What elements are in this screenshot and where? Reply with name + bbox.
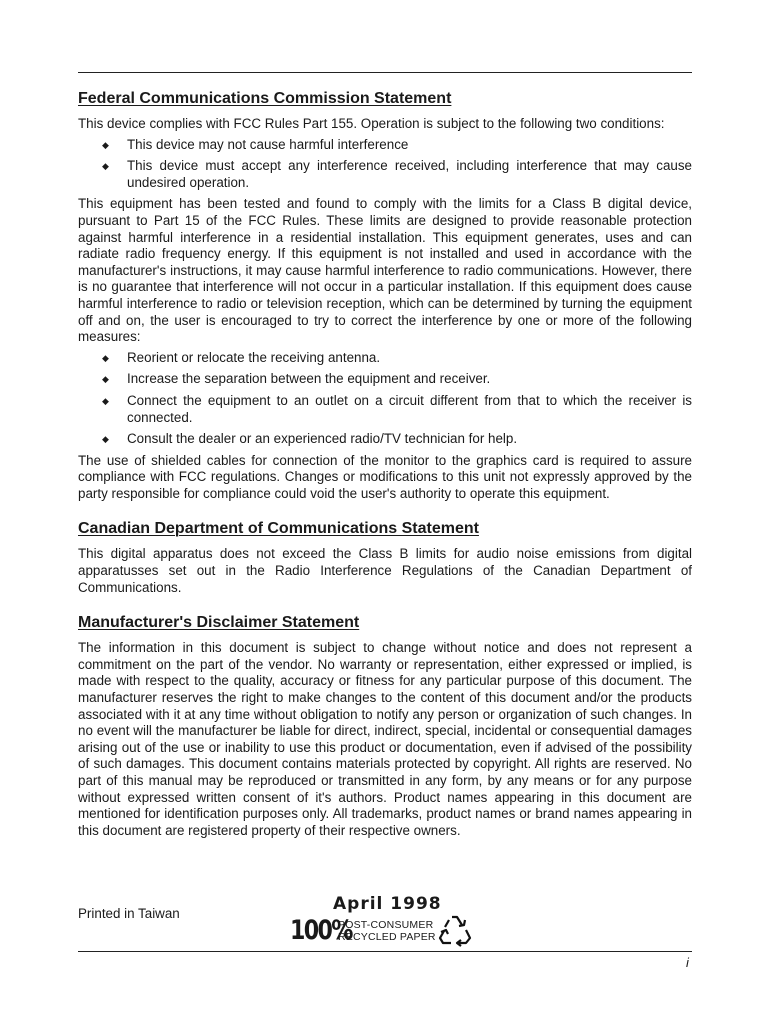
disclaimer-body: The information in this document is subject to change without notice and does not represent a commitment on the part of the vendor. No warranty or representation, either expressed or implied, is made with respect to the quality, accuracy or fitness for any particular purpose of this document. The manufacturer reserves the right to make changes to the content of this document and/or the products associated with it at any time without obligation to notify any person or organization of such changes. In no event will the manufacturer be liable for direct, indirect, special, incidental or consequential damages arising out of the use or inability to use this product or documentation, even if advised of the possibility of such damages. This document contains materials protected by copyright. All rights are reserved. No part of this manual may be reproduced or transmitted in any form, by any means or for any purpose without expressed written consent of it's authors. Product names appearing in this document are mentioned for identification purposes only. All trademarks, product names or brand names appearing in this document are registered property of their respective owners. bbox=[78, 640, 692, 838]
bullet-icon: ◆ bbox=[102, 139, 109, 150]
fcc-measures-list bbox=[78, 350, 692, 448]
bullet-icon: ◆ bbox=[102, 161, 109, 172]
document-page bbox=[78, 72, 692, 843]
printed-in-label: Printed in Taiwan bbox=[78, 906, 180, 921]
bullet-icon: ◆ bbox=[102, 434, 109, 445]
fcc-heading: Federal Communications Commission Statement bbox=[78, 90, 452, 107]
page-number: i bbox=[686, 955, 689, 970]
fcc-intro: This device complies with FCC Rules Part 155. Operation is subject to the following two conditions: bbox=[78, 116, 665, 131]
canadian-heading: Canadian Department of Communications Statement bbox=[78, 520, 479, 538]
disclaimer-heading: Manufacturer's Disclaimer Statement bbox=[78, 614, 360, 632]
fcc-closing: The use of shielded cables for connection of the monitor to the graphics card is required to assure compliance with FCC regulations. Changes or modifications to this unit not expressly approved by the party responsible for compliance could void the user's authority to operate this equipment. bbox=[78, 452, 692, 501]
bottom-rule bbox=[78, 951, 692, 952]
recycled-text: POST-CONSUMER RECYCLED PAPER bbox=[338, 919, 436, 943]
fcc-conditions-list bbox=[78, 137, 692, 192]
recycled-percent: 100% bbox=[290, 915, 352, 946]
recycled-paper-badge bbox=[290, 914, 480, 948]
bullet-icon: ◆ bbox=[102, 374, 109, 385]
list-item: ◆ Reorient or relocate the receiving antenna. bbox=[102, 349, 381, 365]
list-item: ◆ Connect the equipment to an outlet on a circuit different from that to which the receiver is connected. bbox=[102, 392, 692, 425]
list-item: ◆ Increase the separation between the equipment and receiver. bbox=[102, 371, 491, 387]
list-item: ◆ This device may not cause harmful interference bbox=[102, 136, 409, 152]
fcc-body: This equipment has been tested and found to comply with the limits for a Class B digital device, pursuant to Part 15 of the FCC Rules. These limits are designed to provide reasonable protection against harmful interference in a residential installation. This equipment generates, uses and can radiate radio frequency energy. If this equipment is not installed and used in accordance with the manufacturer's instructions, it may cause harmful interference to radio communications. However, there is no guarantee that interference will not occur in a particular installation. If this equipment does cause harmful interference to radio or television reception, which can be determined by turning the equipment off and on, the user is encouraged to try to correct the interference by one or more of the following measures: bbox=[78, 196, 692, 345]
top-rule bbox=[78, 72, 692, 73]
list-item: ◆ This device must accept any interference received, including interference that may cause undesired operation. bbox=[102, 158, 692, 190]
print-date: April 1998 bbox=[333, 894, 442, 914]
recycle-icon bbox=[438, 913, 472, 947]
bullet-icon: ◆ bbox=[102, 352, 109, 363]
canadian-body: This digital apparatus does not exceed the Class B limits for audio noise emissions from digital apparatusses set out in the Radio Interference Regulations of the Canadian Department of Communications. bbox=[78, 546, 692, 595]
bullet-icon: ◆ bbox=[102, 395, 109, 406]
list-item: ◆ Consult the dealer or an experienced radio/TV technician for help. bbox=[102, 431, 518, 447]
